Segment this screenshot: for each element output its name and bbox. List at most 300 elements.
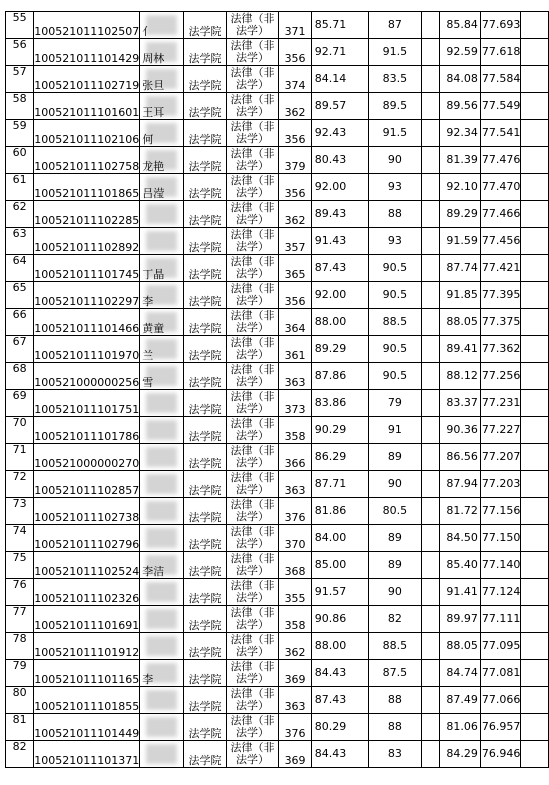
rank-cell: 58	[6, 93, 34, 120]
major-line-2: 法学）	[236, 591, 270, 604]
score-1-cell: 90.29	[311, 417, 368, 444]
name-cell	[140, 741, 184, 768]
redaction-blur	[146, 636, 177, 656]
score-3-cell: 81.39	[440, 147, 481, 174]
initial-score-cell: 363	[279, 687, 311, 714]
major-line-1: 法律（非	[230, 741, 275, 754]
name-text: 丁晶	[142, 268, 165, 281]
name-cell	[140, 390, 184, 417]
major-line-1: 法律（非	[230, 309, 275, 322]
name-cell	[140, 363, 184, 390]
total-score-cell: 76.957	[480, 714, 521, 741]
exam-id-cell: 100521011101745	[34, 255, 140, 282]
major-line-2: 法学）	[236, 132, 270, 145]
major-line-1: 法律（非	[230, 606, 275, 619]
score-2-cell: 82	[368, 606, 421, 633]
total-score-cell: 77.150	[480, 525, 521, 552]
table-row	[6, 687, 549, 714]
empty-cell	[422, 660, 440, 687]
rank-cell: 65	[6, 282, 34, 309]
college-cell: 法学院	[184, 39, 227, 66]
major-line-1: 法律（非	[230, 363, 275, 376]
score-3-cell: 84.50	[440, 525, 481, 552]
name-cell	[140, 417, 184, 444]
score-1-cell: 88.00	[311, 633, 368, 660]
initial-score-cell: 363	[279, 363, 311, 390]
name-cell	[140, 471, 184, 498]
table-row	[6, 444, 549, 471]
table-row	[6, 741, 549, 768]
major-line-2: 法学）	[236, 456, 270, 469]
major-line-1: 法律（非	[230, 120, 275, 133]
rank-cell: 78	[6, 633, 34, 660]
college-cell: 法学院	[184, 525, 227, 552]
empty-cell	[422, 714, 440, 741]
score-2-cell: 90.5	[368, 336, 421, 363]
empty-cell	[422, 120, 440, 147]
empty-cell	[422, 39, 440, 66]
empty-cell	[521, 660, 549, 687]
name-cell	[140, 282, 184, 309]
name-cell	[140, 525, 184, 552]
major-line-1: 法律（非	[230, 147, 275, 160]
name-cell	[140, 93, 184, 120]
empty-cell	[422, 363, 440, 390]
redaction-blur	[146, 420, 177, 440]
empty-cell	[521, 174, 549, 201]
initial-score-cell: 366	[279, 444, 311, 471]
redaction-blur	[146, 582, 177, 602]
empty-cell	[521, 741, 549, 768]
score-2-cell: 83.5	[368, 66, 421, 93]
score-3-cell: 87.74	[440, 255, 481, 282]
score-2-cell: 91	[368, 417, 421, 444]
score-3-cell: 89.97	[440, 606, 481, 633]
exam-id-cell: 100521011101429	[34, 39, 140, 66]
empty-cell	[521, 66, 549, 93]
total-score-cell: 77.095	[480, 633, 521, 660]
name-text: 吕滢	[142, 187, 165, 200]
initial-score-cell: 355	[279, 579, 311, 606]
score-2-cell: 90.5	[368, 282, 421, 309]
empty-cell	[521, 390, 549, 417]
major-line-2: 法学）	[236, 321, 270, 334]
score-2-cell: 88	[368, 714, 421, 741]
score-2-cell: 87	[368, 12, 421, 39]
score-1-cell: 84.14	[311, 66, 368, 93]
college-cell: 法学院	[184, 12, 227, 39]
major-cell	[226, 714, 279, 741]
college-cell: 法学院	[184, 579, 227, 606]
total-score-cell: 77.231	[480, 390, 521, 417]
score-3-cell: 92.59	[440, 39, 481, 66]
college-cell: 法学院	[184, 201, 227, 228]
score-1-cell: 80.43	[311, 147, 368, 174]
major-line-1: 法律（非	[230, 336, 275, 349]
major-cell	[226, 579, 279, 606]
total-score-cell: 76.946	[480, 741, 521, 768]
rank-cell: 69	[6, 390, 34, 417]
rank-cell: 64	[6, 255, 34, 282]
exam-id-cell: 100521011102738	[34, 498, 140, 525]
rank-cell: 74	[6, 525, 34, 552]
rank-cell: 63	[6, 228, 34, 255]
name-text: 雪	[142, 376, 154, 389]
rank-cell: 59	[6, 120, 34, 147]
score-3-cell: 89.41	[440, 336, 481, 363]
rank-cell: 77	[6, 606, 34, 633]
empty-cell	[521, 201, 549, 228]
rank-cell: 75	[6, 552, 34, 579]
redaction-blur	[146, 501, 177, 521]
score-1-cell: 87.43	[311, 255, 368, 282]
score-1-cell: 80.29	[311, 714, 368, 741]
score-2-cell: 90	[368, 579, 421, 606]
initial-score-cell: 374	[279, 66, 311, 93]
major-line-1: 法律（非	[230, 66, 275, 79]
major-line-2: 法学）	[236, 348, 270, 361]
major-cell	[226, 741, 279, 768]
table-row	[6, 309, 549, 336]
name-cell	[140, 39, 184, 66]
name-text: 王耳	[142, 106, 165, 119]
major-line-1: 法律（非	[230, 714, 275, 727]
initial-score-cell: 358	[279, 606, 311, 633]
score-3-cell: 85.84	[440, 12, 481, 39]
empty-cell	[422, 741, 440, 768]
college-cell: 法学院	[184, 120, 227, 147]
score-2-cell: 88	[368, 687, 421, 714]
major-line-2: 法学）	[236, 159, 270, 172]
table-row	[6, 660, 549, 687]
score-2-cell: 90	[368, 147, 421, 174]
score-1-cell: 92.00	[311, 282, 368, 309]
major-line-1: 法律（非	[230, 12, 275, 25]
rank-cell: 62	[6, 201, 34, 228]
rank-cell: 82	[6, 741, 34, 768]
college-cell: 法学院	[184, 147, 227, 174]
major-line-2: 法学）	[236, 510, 270, 523]
empty-cell	[521, 444, 549, 471]
exam-id-cell: 100521011101970	[34, 336, 140, 363]
name-cell	[140, 147, 184, 174]
exam-id-cell: 100521011102106	[34, 120, 140, 147]
score-3-cell: 88.12	[440, 363, 481, 390]
empty-cell	[422, 633, 440, 660]
rank-cell: 55	[6, 12, 34, 39]
rank-cell: 66	[6, 309, 34, 336]
exam-id-cell: 100521011102758	[34, 147, 140, 174]
score-2-cell: 88.5	[368, 633, 421, 660]
table-row	[6, 147, 549, 174]
major-line-2: 法学）	[236, 699, 270, 712]
empty-cell	[422, 579, 440, 606]
name-text: 张旦	[142, 79, 165, 92]
score-1-cell: 81.86	[311, 498, 368, 525]
total-score-cell: 77.470	[480, 174, 521, 201]
empty-cell	[422, 12, 440, 39]
empty-cell	[521, 12, 549, 39]
major-line-1: 法律（非	[230, 417, 275, 430]
table-row	[6, 417, 549, 444]
empty-cell	[521, 606, 549, 633]
table-row	[6, 93, 549, 120]
empty-cell	[521, 714, 549, 741]
score-2-cell: 93	[368, 228, 421, 255]
total-score-cell: 77.584	[480, 66, 521, 93]
score-3-cell: 89.29	[440, 201, 481, 228]
college-cell: 法学院	[184, 417, 227, 444]
rank-cell: 76	[6, 579, 34, 606]
exam-id-cell: 100521011101601	[34, 93, 140, 120]
major-cell	[226, 498, 279, 525]
empty-cell	[422, 525, 440, 552]
empty-cell	[521, 309, 549, 336]
major-cell	[226, 309, 279, 336]
empty-cell	[521, 336, 549, 363]
table-row	[6, 579, 549, 606]
name-cell	[140, 174, 184, 201]
score-3-cell: 84.29	[440, 741, 481, 768]
score-3-cell: 83.37	[440, 390, 481, 417]
exam-id-cell: 100521011101165	[34, 660, 140, 687]
empty-cell	[422, 336, 440, 363]
empty-cell	[521, 39, 549, 66]
major-cell	[226, 444, 279, 471]
rank-cell: 81	[6, 714, 34, 741]
college-cell: 法学院	[184, 336, 227, 363]
major-line-2: 法学）	[236, 240, 270, 253]
score-2-cell: 87.5	[368, 660, 421, 687]
total-score-cell: 77.618	[480, 39, 521, 66]
empty-cell	[422, 390, 440, 417]
exam-id-cell: 100521000000256	[34, 363, 140, 390]
score-1-cell: 90.86	[311, 606, 368, 633]
empty-cell	[422, 471, 440, 498]
major-line-2: 法学）	[236, 429, 270, 442]
redaction-blur	[146, 447, 177, 467]
college-cell: 法学院	[184, 66, 227, 93]
exam-id-cell: 100521011102892	[34, 228, 140, 255]
total-score-cell: 77.140	[480, 552, 521, 579]
score-1-cell: 86.29	[311, 444, 368, 471]
name-cell	[140, 606, 184, 633]
major-line-1: 法律（非	[230, 633, 275, 646]
major-cell	[226, 417, 279, 444]
score-2-cell: 88	[368, 201, 421, 228]
score-3-cell: 88.05	[440, 309, 481, 336]
total-score-cell: 77.693	[480, 12, 521, 39]
major-line-1: 法律（非	[230, 471, 275, 484]
initial-score-cell: 361	[279, 336, 311, 363]
rank-cell: 73	[6, 498, 34, 525]
name-cell	[140, 660, 184, 687]
major-line-2: 法学）	[236, 375, 270, 388]
major-line-2: 法学）	[236, 105, 270, 118]
exam-id-cell: 100521011102326	[34, 579, 140, 606]
empty-cell	[422, 687, 440, 714]
score-1-cell: 85.71	[311, 12, 368, 39]
score-3-cell: 85.40	[440, 552, 481, 579]
major-cell	[226, 660, 279, 687]
empty-cell	[422, 201, 440, 228]
initial-score-cell: 376	[279, 498, 311, 525]
empty-cell	[521, 417, 549, 444]
initial-score-cell: 356	[279, 282, 311, 309]
major-line-1: 法律（非	[230, 282, 275, 295]
major-cell	[226, 336, 279, 363]
major-line-1: 法律（非	[230, 390, 275, 403]
name-text: 周林	[142, 52, 165, 65]
empty-cell	[521, 282, 549, 309]
rank-cell: 80	[6, 687, 34, 714]
exam-id-cell: 100521011102524	[34, 552, 140, 579]
total-score-cell: 77.156	[480, 498, 521, 525]
empty-cell	[521, 120, 549, 147]
score-2-cell: 93	[368, 174, 421, 201]
exam-id-cell: 100521011101865	[34, 174, 140, 201]
major-line-1: 法律（非	[230, 444, 275, 457]
name-text: 李	[142, 295, 154, 308]
total-score-cell: 77.256	[480, 363, 521, 390]
initial-score-cell: 368	[279, 552, 311, 579]
total-score-cell: 77.541	[480, 120, 521, 147]
empty-cell	[521, 579, 549, 606]
college-cell: 法学院	[184, 660, 227, 687]
score-1-cell: 92.71	[311, 39, 368, 66]
major-line-2: 法学）	[236, 564, 270, 577]
major-line-2: 法学）	[236, 78, 270, 91]
empty-cell	[521, 255, 549, 282]
empty-cell	[422, 228, 440, 255]
score-1-cell: 87.86	[311, 363, 368, 390]
total-score-cell: 77.466	[480, 201, 521, 228]
major-line-1: 法律（非	[230, 660, 275, 673]
initial-score-cell: 379	[279, 147, 311, 174]
major-cell	[226, 525, 279, 552]
initial-score-cell: 365	[279, 255, 311, 282]
total-score-cell: 77.124	[480, 579, 521, 606]
initial-score-cell: 371	[279, 12, 311, 39]
major-cell	[226, 390, 279, 417]
major-line-2: 法学）	[236, 294, 270, 307]
college-cell: 法学院	[184, 309, 227, 336]
score-2-cell: 89	[368, 525, 421, 552]
score-2-cell: 90.5	[368, 255, 421, 282]
major-cell	[226, 201, 279, 228]
name-text: 黄童	[142, 322, 165, 335]
empty-cell	[422, 606, 440, 633]
name-cell	[140, 633, 184, 660]
score-1-cell: 84.43	[311, 741, 368, 768]
score-1-cell: 87.71	[311, 471, 368, 498]
score-1-cell: 91.43	[311, 228, 368, 255]
major-line-2: 法学）	[236, 483, 270, 496]
major-line-2: 法学）	[236, 402, 270, 415]
major-line-2: 法学）	[236, 672, 270, 685]
exam-id-cell: 100521011101691	[34, 606, 140, 633]
score-2-cell: 91.5	[368, 120, 421, 147]
score-3-cell: 91.59	[440, 228, 481, 255]
major-cell	[226, 147, 279, 174]
exam-id-cell: 100521011101371	[34, 741, 140, 768]
table-row	[6, 174, 549, 201]
empty-cell	[422, 174, 440, 201]
score-1-cell: 89.29	[311, 336, 368, 363]
initial-score-cell: 362	[279, 93, 311, 120]
rank-cell: 79	[6, 660, 34, 687]
total-score-cell: 77.375	[480, 309, 521, 336]
score-1-cell: 83.86	[311, 390, 368, 417]
score-1-cell: 89.57	[311, 93, 368, 120]
college-cell: 法学院	[184, 93, 227, 120]
table-row	[6, 390, 549, 417]
score-3-cell: 87.49	[440, 687, 481, 714]
score-2-cell: 90.5	[368, 363, 421, 390]
empty-cell	[521, 525, 549, 552]
total-score-cell: 77.081	[480, 660, 521, 687]
major-line-1: 法律（非	[230, 201, 275, 214]
score-2-cell: 91.5	[368, 39, 421, 66]
score-3-cell: 91.85	[440, 282, 481, 309]
total-score-cell: 77.207	[480, 444, 521, 471]
major-line-1: 法律（非	[230, 93, 275, 106]
score-3-cell: 92.34	[440, 120, 481, 147]
rank-cell: 61	[6, 174, 34, 201]
major-line-1: 法律（非	[230, 579, 275, 592]
table-row	[6, 282, 549, 309]
score-2-cell: 89	[368, 552, 421, 579]
redaction-blur	[146, 717, 177, 737]
table-row	[6, 606, 549, 633]
table-row	[6, 336, 549, 363]
name-cell	[140, 336, 184, 363]
name-cell	[140, 714, 184, 741]
initial-score-cell: 369	[279, 660, 311, 687]
college-cell: 法学院	[184, 687, 227, 714]
empty-cell	[422, 66, 440, 93]
empty-cell	[521, 147, 549, 174]
empty-cell	[521, 471, 549, 498]
college-cell: 法学院	[184, 282, 227, 309]
table-row	[6, 255, 549, 282]
name-text: 李	[142, 673, 154, 686]
name-cell	[140, 228, 184, 255]
major-line-2: 法学）	[236, 645, 270, 658]
major-line-1: 法律（非	[230, 687, 275, 700]
major-line-1: 法律（非	[230, 174, 275, 187]
name-cell	[140, 498, 184, 525]
exam-id-cell: 100521000000270	[34, 444, 140, 471]
admission-score-table	[5, 11, 549, 768]
score-3-cell: 89.56	[440, 93, 481, 120]
major-line-1: 法律（非	[230, 552, 275, 565]
major-cell	[226, 363, 279, 390]
college-cell: 法学院	[184, 633, 227, 660]
score-3-cell: 84.74	[440, 660, 481, 687]
redaction-blur	[146, 231, 177, 251]
table-row	[6, 228, 549, 255]
major-line-1: 法律（非	[230, 498, 275, 511]
redaction-blur	[146, 528, 177, 548]
college-cell: 法学院	[184, 741, 227, 768]
major-line-2: 法学）	[236, 24, 270, 37]
major-cell	[226, 687, 279, 714]
major-line-2: 法学）	[236, 51, 270, 64]
exam-id-cell: 100521011101912	[34, 633, 140, 660]
major-cell	[226, 39, 279, 66]
rank-cell: 70	[6, 417, 34, 444]
